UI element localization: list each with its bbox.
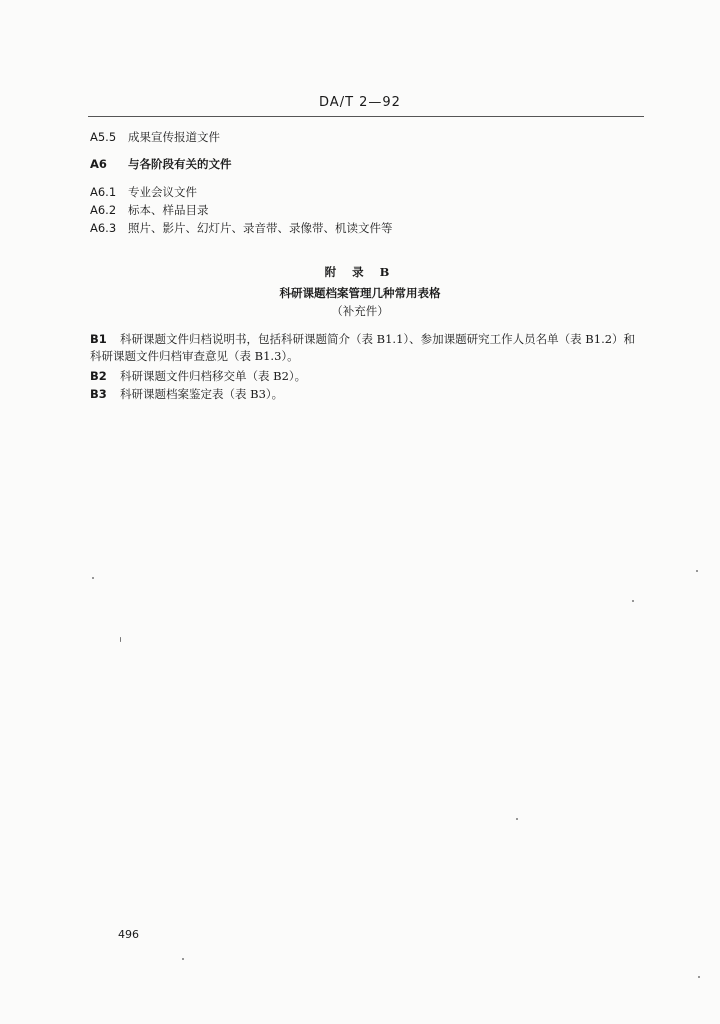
scan-speck [696,570,698,572]
standard-code-header: DA/T 2—92 [319,95,401,110]
item-text: 科研课题文件归档说明书，包括科研课题简介（表 B1.1）、参加课题研究工作人员名单（表 B1.2）和 [120,332,636,346]
item-b2 [90,368,642,385]
scan-speck [516,818,518,820]
scan-speck [698,976,700,978]
section-a5-5 [90,129,220,145]
section-text: 专业会议文件 [128,185,197,199]
section-a6 [90,156,232,172]
header-rule [88,116,644,117]
item-b1 [90,331,642,365]
section-text: 照片、影片、幻灯片、录音带、录像带、机读文件等 [128,221,393,235]
item-text: 科研课题档案鉴定表（表 B3）。 [120,387,284,401]
section-number: A5.5 [90,130,117,144]
section-number: A6.1 [90,185,117,199]
scan-speck [120,637,121,642]
section-number: A6.2 [90,203,117,217]
appendix-note: （补充件） [331,304,389,318]
item-continuation: 科研课题文件归档审查意见（表 B1.3）。 [90,349,299,363]
item-number: B2 [90,369,107,383]
section-text: 成果宣传报道文件 [128,130,220,144]
item-b3 [90,386,642,403]
section-a6-2 [90,202,209,218]
section-a6-3 [90,220,393,236]
scan-speck [182,958,184,960]
section-text: 与各阶段有关的文件 [128,157,232,171]
appendix-title: 科研课题档案管理几种常用表格 [279,286,441,300]
item-number: B1 [90,332,107,346]
section-number: A6 [90,157,107,171]
item-number: B3 [90,387,107,401]
scan-speck [92,577,94,579]
item-text: 科研课题文件归档移交单（表 B2）。 [120,369,307,383]
page-number: 496 [118,928,139,941]
scan-speck [632,600,634,602]
section-a6-1 [90,184,197,200]
appendix-label: 附 录 B [324,265,396,279]
section-number: A6.3 [90,221,117,235]
section-text: 标本、样品目录 [128,203,209,217]
